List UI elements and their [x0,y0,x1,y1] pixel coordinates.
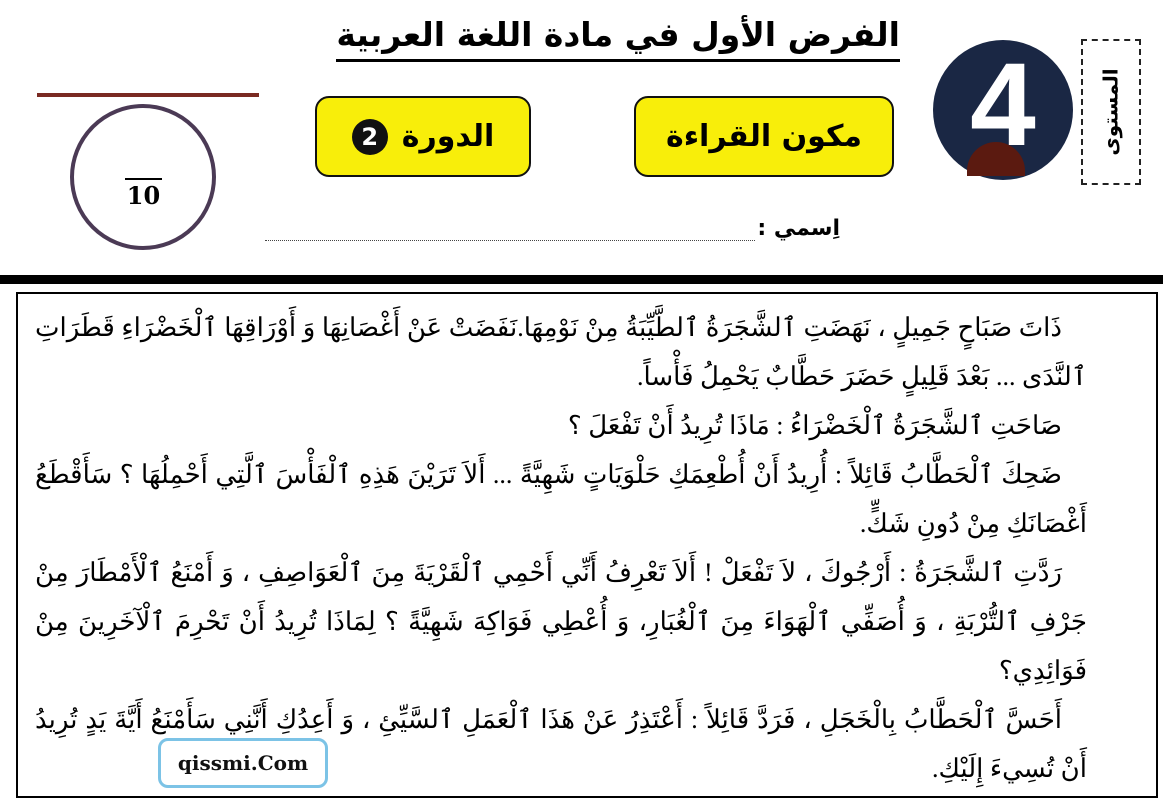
paragraph: أَحَسَّ ٱلْحَطَّابُ بِالْخَجَلِ ، فَرَدَّ قَائِلاً : أَعْتَذِرُ عَنْ هَذَا ٱلْعَمَلِ ٱلسَّيِّئِ ، وَ أَعِدُكِ أَنَّنِي سَأَمْنَعُ أَيَّةَ يَدٍ تُرِيدُ أَنْ تُسِيءَ إِلَيْكِ. [35,705,1087,783]
score-rule [37,93,259,97]
level-label: المستوى [1099,68,1124,156]
session-number: 2 [352,119,388,155]
level-number: 4 [970,39,1036,171]
reading-text [35,303,1087,793]
name-field[interactable] [265,240,755,241]
header-divider [0,275,1163,284]
component-label: مكون القراءة [666,119,863,154]
paragraph: ذَاتَ صَبَاحٍ جَمِيلٍ ، نَهَضَتِ ٱلشَّجَرَةُ ٱلطَّيِّبَةُ مِنْ نَوْمِهَا.نَفَضَتْ عَنْ أَغْصَانِهَا وَ أَوْرَاقِهَا ٱلْخَضْرَاءِ قَطَرَاتِ ٱلنَّدَى ... بَعْدَ قَلِيلٍ حَضَرَ حَطَّابٌ يَحْمِلُ فَأْساً. [35,313,1087,391]
paragraph: رَدَّتِ ٱلشَّجَرَةُ : أَرْجُوكَ ، لاَ تَفْعَلْ ! أَلاَ تَعْرِفُ أَنِّي أَحْمِي ٱلْقَرْيَةَ مِنَ ٱلْعَوَاصِفِ ، وَ أَمْنَعُ ٱلْأَمْطَارَ مِنْ جَرْفِ ٱلتُّرْبَةِ ، وَ أُصَفِّي ٱلْهَوَاءَ مِنَ ٱلْغُبَارِ، وَ أُعْطِي فَوَاكِهَ شَهِيَّةً ؟ لِمَاذَا تُرِيدُ أَنْ تَحْرِمَ ٱلْآخَرِينَ مِنْ فَوَائِدِي؟ [35,558,1087,685]
component-box [634,96,894,177]
paragraph: صَاحَتِ ٱلشَّجَرَةُ ٱلْخَضْرَاءُ : مَاذَا تُرِيدُ أَنْ تَفْعَلَ ؟ [567,411,1062,440]
session-label: الدورة [401,119,495,154]
watermark-badge [158,738,328,788]
score-fraction-bar [125,178,162,180]
session-box [315,96,531,177]
watermark-text: qissmi.Com [177,751,309,775]
page-title: الفرض الأول في مادة اللغة العربية [300,15,900,75]
name-label: اِسمي : [757,216,840,241]
paragraph: ضَحِكَ ٱلْحَطَّابُ قَائِلاً : أُرِيدُ أَنْ أُطْعِمَكِ حَلْوَيَاتٍ شَهِيَّةً ... أَلاَ تَرَيْنَ هَذِهِ ٱلْفَأْسَ ٱلَّتِي أَحْمِلُهَا ؟ سَأَقْطَعُ أَغْصَانَكِ مِنْ دُونِ شَكٍّ. [35,460,1087,538]
score-total: 10 [126,181,161,210]
score-circle [70,104,216,250]
